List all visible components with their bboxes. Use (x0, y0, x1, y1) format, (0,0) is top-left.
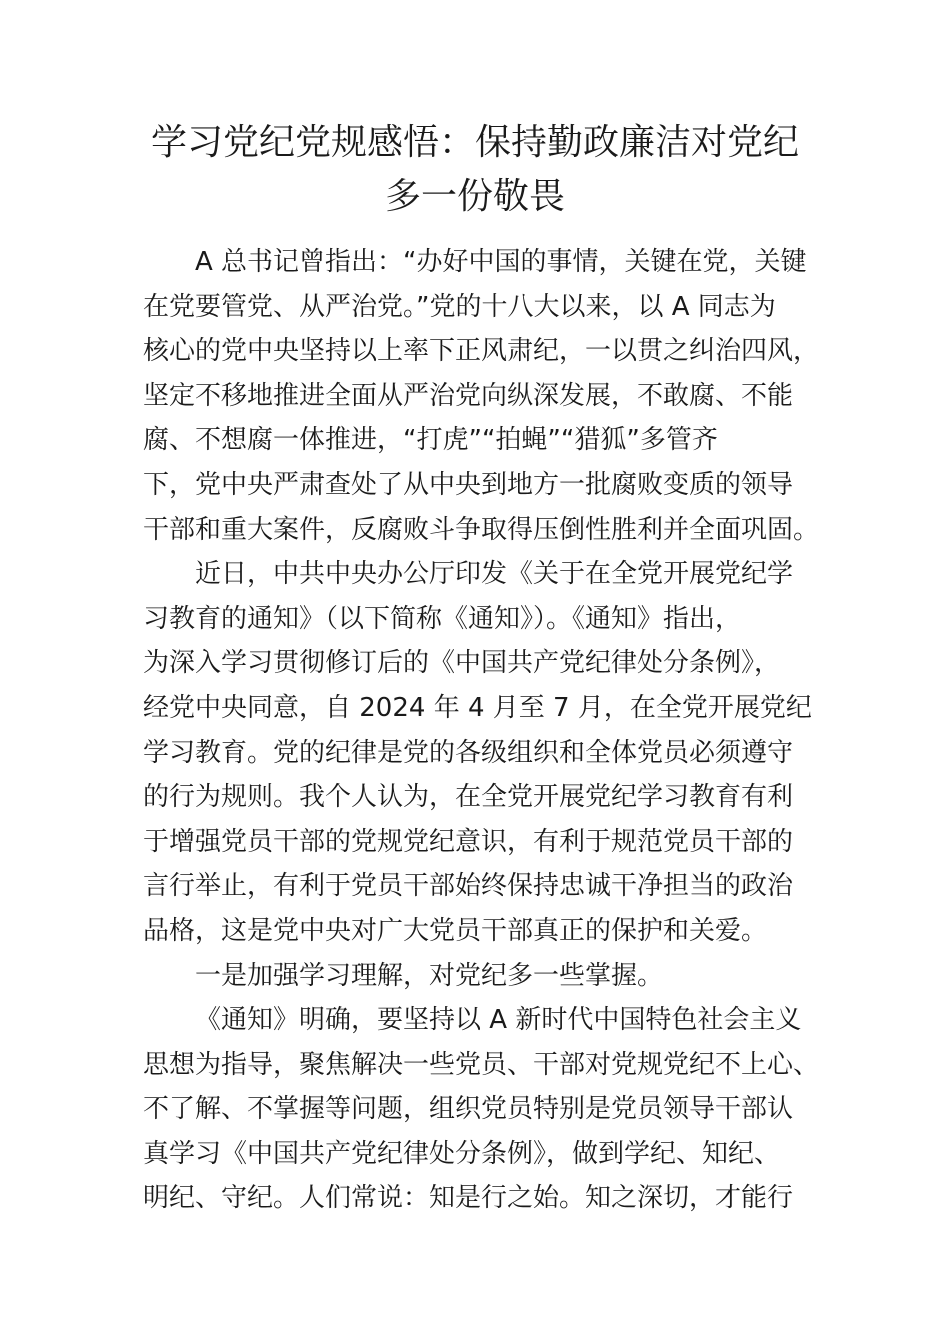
paragraph-line: 言行举止，有利于党员干部始终保持忠诚干净担当的政治 (143, 871, 794, 902)
document-title (140, 116, 810, 224)
paragraph-line: 在党要管党、从严治党。”党的十八大以来，以 A 同志为 (143, 291, 776, 322)
paragraph-line: 经党中央同意，自 2024 年 4 月至 7 月，在全党开展党纪 (143, 692, 812, 723)
paragraph-line: 习教育的通知》（以下简称《通知》）。《通知》指出， (143, 603, 742, 634)
paragraph-line: 干部和重大案件，反腐败斗争取得压倒性胜利并全面巩固。 (143, 514, 820, 545)
paragraph-line: 不了解、不掌握等问题，组织党员特别是党员领导干部认 (143, 1094, 794, 1125)
document-body (143, 240, 820, 1221)
paragraph-line: 明纪、守纪。人们常说：知是行之始。知之深切，才能行 (143, 1183, 794, 1214)
paragraph-line: 近日，中共中央办公厅印发《关于在全党开展党纪学 (195, 559, 794, 590)
paragraph-line: 品格，这是党中央对广大党员干部真正的保护和关爱。 (143, 915, 768, 946)
paragraph-line: A 总书记曾指出：“办好中国的事情，关键在党，关键 (195, 247, 807, 277)
title-line: 学习党纪党规感悟：保持勤政廉洁对党纪 (150, 122, 799, 163)
paragraph-line: 《通知》明确，要坚持以 A 新时代中国特色社会主义 (195, 1005, 802, 1036)
paragraph-line: 思想为指导，聚焦解决一些党员、干部对党规党纪不上心、 (143, 1049, 820, 1080)
title-line: 多一份敬畏 (384, 176, 565, 217)
section-heading-line: 一是加强学习理解，对党纪多一些掌握。 (195, 960, 664, 991)
paragraph-line: 核心的党中央坚持以上率下正风肃纪，一以贯之纠治四风， (143, 336, 820, 367)
paragraph-line: 学习教育。党的纪律是党的各级组织和全体党员必须遵守 (143, 737, 794, 768)
paragraph-line: 坚定不移地推进全面从严治党向纵深发展，不敢腐、不能 (143, 380, 794, 411)
paragraph-line: 真学习《中国共产党纪律处分条例》，做到学纪、知纪、 (143, 1138, 781, 1169)
paragraph-line: 的行为规则。我个人认为，在全党开展党纪学习教育有利 (143, 782, 794, 813)
paragraph-line: 为深入学习贯彻修订后的《中国共产党纪律处分条例》， (143, 648, 781, 679)
paragraph-line: 腐、不想腐一体推进，“打虎”“拍蝇”“猎狐”多管齐 (143, 425, 718, 456)
paragraph-line: 于增强党员干部的党规党纪意识，有利于规范党员干部的 (143, 826, 794, 857)
paragraph-line: 下，党中央严肃查处了从中央到地方一批腐败变质的领导 (143, 469, 794, 500)
